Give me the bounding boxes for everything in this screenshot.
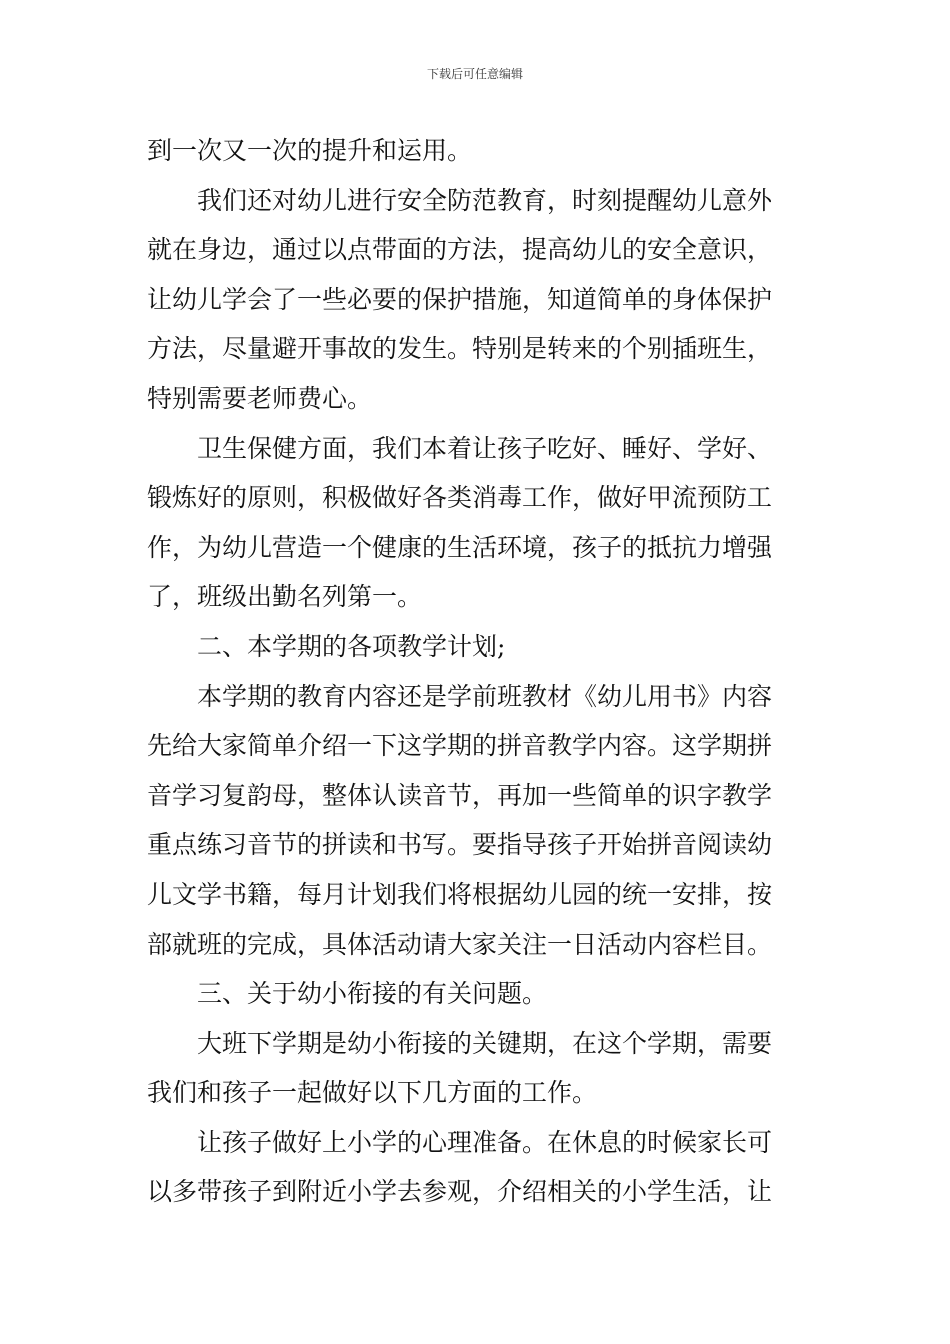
section-heading: 二、本学期的各项教学计划;	[197, 631, 506, 661]
text-line: 部就班的完成，具体活动请大家关注一日活动内容栏目。	[147, 929, 773, 959]
text-line: 本学期的教育内容还是学前班教材《幼儿用书》内容	[197, 681, 773, 711]
text-line: 到一次又一次的提升和运用。	[147, 136, 473, 165]
text-line: 特别需要老师费心。	[147, 383, 373, 413]
text-line: 我们和孩子一起做好以下几方面的工作。	[147, 1078, 598, 1108]
text-line: 了，班级出勤名列第一。	[147, 582, 423, 612]
text-line: 方法，尽量避开事故的发生。特别是转来的个别插班生，	[147, 334, 773, 364]
text-line: 我们还对幼儿进行安全防范教育，时刻提醒幼儿意外	[197, 185, 773, 215]
page-header: 下载后可任意编辑	[426, 67, 523, 81]
text-line: 让孩子做好上小学的心理准备。在休息的时候家长可	[197, 1127, 773, 1157]
text-line: 卫生保健方面，我们本着让孩子吃好、睡好、学好、	[197, 433, 773, 463]
text-line: 先给大家简单介绍一下这学期的拼音教学内容。这学期拼	[147, 731, 773, 761]
document-body	[147, 126, 807, 1217]
text-line: 音学习复韵母，整体认读音节，再加一些简单的识字教学	[147, 780, 773, 810]
text-line: 大班下学期是幼小衔接的关键期，在这个学期，需要	[197, 1028, 773, 1058]
section-heading: 三、关于幼小衔接的有关问题。	[197, 979, 548, 1009]
text-line: 作，为幼儿营造一个健康的生活环境，孩子的抵抗力增强	[147, 532, 773, 562]
text-line: 就在身边，通过以点带面的方法，提高幼儿的安全意识，	[147, 235, 773, 265]
text-line: 以多带孩子到附近小学去参观，介绍相关的小学生活，让	[147, 1177, 773, 1207]
text-line: 重点练习音节的拼读和书写。要指导孩子开始拼音阅读幼	[147, 830, 773, 860]
text-line: 儿文学书籍，每月计划我们将根据幼儿园的统一安排，按	[147, 879, 773, 909]
text-line: 锻炼好的原则，积极做好各类消毒工作，做好甲流预防工	[147, 483, 773, 513]
text-line: 让幼儿学会了一些必要的保护措施，知道简单的身体保护	[147, 284, 773, 314]
